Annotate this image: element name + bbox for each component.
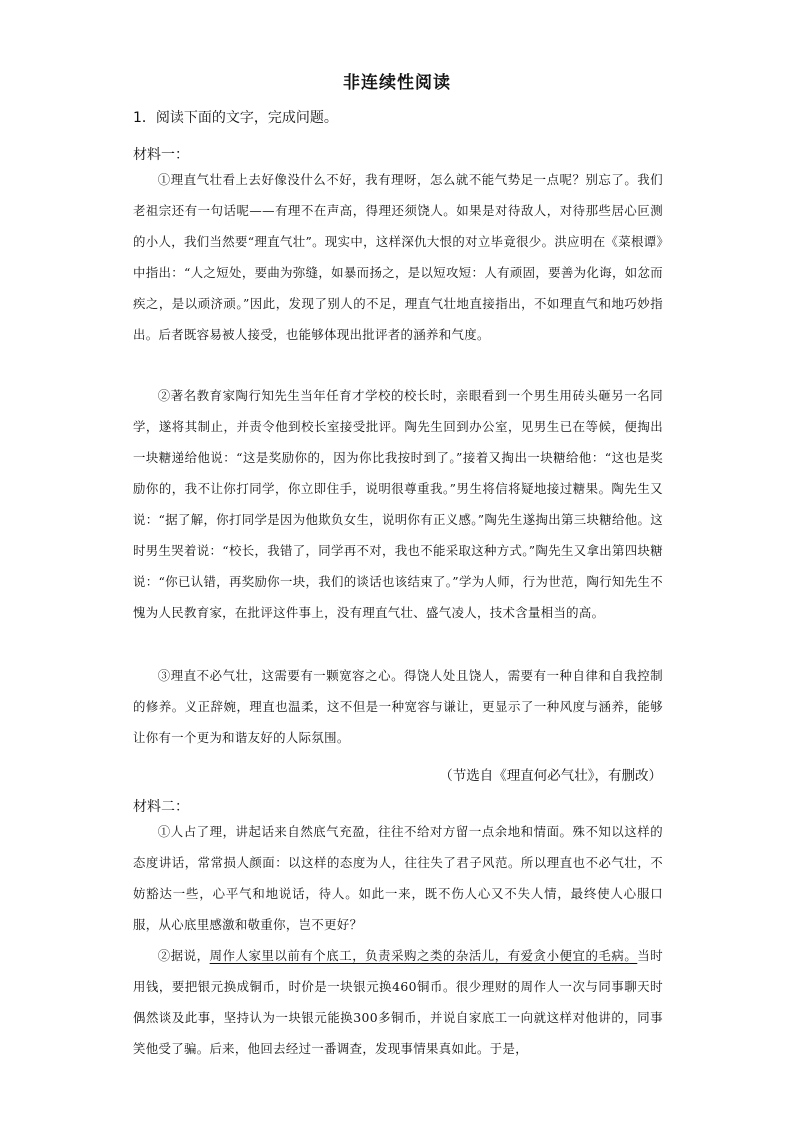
paragraph-lead: ②据说， xyxy=(157,948,210,963)
material-2-paragraph-2 xyxy=(133,940,663,1064)
page-title: 非连续性阅读 xyxy=(343,73,451,93)
material-1-paragraph-2: ②著名教育家陶行知先生当年任育才学校的校长时，亲眼看到一个男生用砖头砸另一名同学，遂将其制止，并责令他到校长室接受批评。陶先生回到办公室，见男生已在等候，便掏出一块糖递给他说：“这是奖励你的，因为你比我按时到了。”接着又掏出一块糖给他：“这也是奖励你的，我不让你打同学，你立即住手，说明很尊重我。”男生将信将疑地接过糖果。陶先生又说：“据了解，你打同学是因为他欺负女生，说明你有正义感。”陶先生遂掏出第三块糖给他。这时男生哭着说：“校长，我错了，同学再不对，我也不能采取这种方式。”陶先生又拿出第四块糖说：“你已认错，再奖励你一块，我们的谈话也该结束了。”学为人师，行为世范，陶行知先生不愧为人民教育家，在批评这件事上，没有理直气壮、盛气凌人，技术含量相当的高。 xyxy=(133,388,663,620)
material-1-paragraph-3: ③理直不必气壮，这需要有一颗宽容之心。得饶人处且饶人，需要有一种自律和自我控制的修养。义正辞婉，理直也温柔，这不但是一种宽容与谦让，更显示了一种风度与涵养，能够让你有一个更为和谐友好的人际氛围。 xyxy=(133,668,663,745)
underlined-sentence: 周作人家里以前有个底工，负责采购之类的杂活儿，有爱贪小便宜的毛病。 xyxy=(209,948,638,963)
material-2-paragraph-1: ①人占了理，讲起话来自然底气充盈，往往不给对方留一点余地和情面。殊不知以这样的态度讲话，常常损人颜面：以这样的态度为人，往往失了君子风范。所以理直也不必气壮，不妨豁达一些，心平气和地说话，待人。如此一来，既不伤人心又不失人情，最终使人心服口服，从心底里感激和敬重你，岂不更好？ xyxy=(133,824,663,932)
material-1-paragraph-1: ①理直气壮看上去好像没什么不好，我有理呀，怎么就不能气势足一点呢？别忘了。我们老祖宗还有一句话呢——有理不在声高，得理还须饶人。如果是对待敌人，对待那些居心叵测的小人，我们当然要“理直气壮”。现实中，这样深仇大恨的对立毕竟很少。洪应明在《菜根谭》中指出：“人之短处，要曲为弥缝，如暴而扬之，是以短攻短：人有顽固，要善为化诲，如忿而疾之，是以顽济顽。”因此，发现了别人的不足，理直气壮地直接指出，不如理直气和地巧妙指出。后者既容易被人接受，也能够体现出批评者的涵养和气度。 xyxy=(133,172,663,342)
question-prompt: 1．阅读下面的文字，完成问题。 xyxy=(133,110,338,126)
material-1-source: （节选自《理直何必气壮》，有删改） xyxy=(439,768,662,784)
material-1-label: 材料一： xyxy=(133,147,189,163)
paragraph-rest: 当时用钱，要把银元换成铜币，时价是一块银元换460铜币。很少理财的周作人一次与同事聊天时偶然谈及此事，坚持认为一块银元能换300多铜币，并说自家底工一向就这样对他讲的，同事笑他受了骗。后来，他回去经过一番调查，发现事情果真如此。于是， xyxy=(133,948,663,1056)
material-2-label: 材料二： xyxy=(133,799,189,815)
